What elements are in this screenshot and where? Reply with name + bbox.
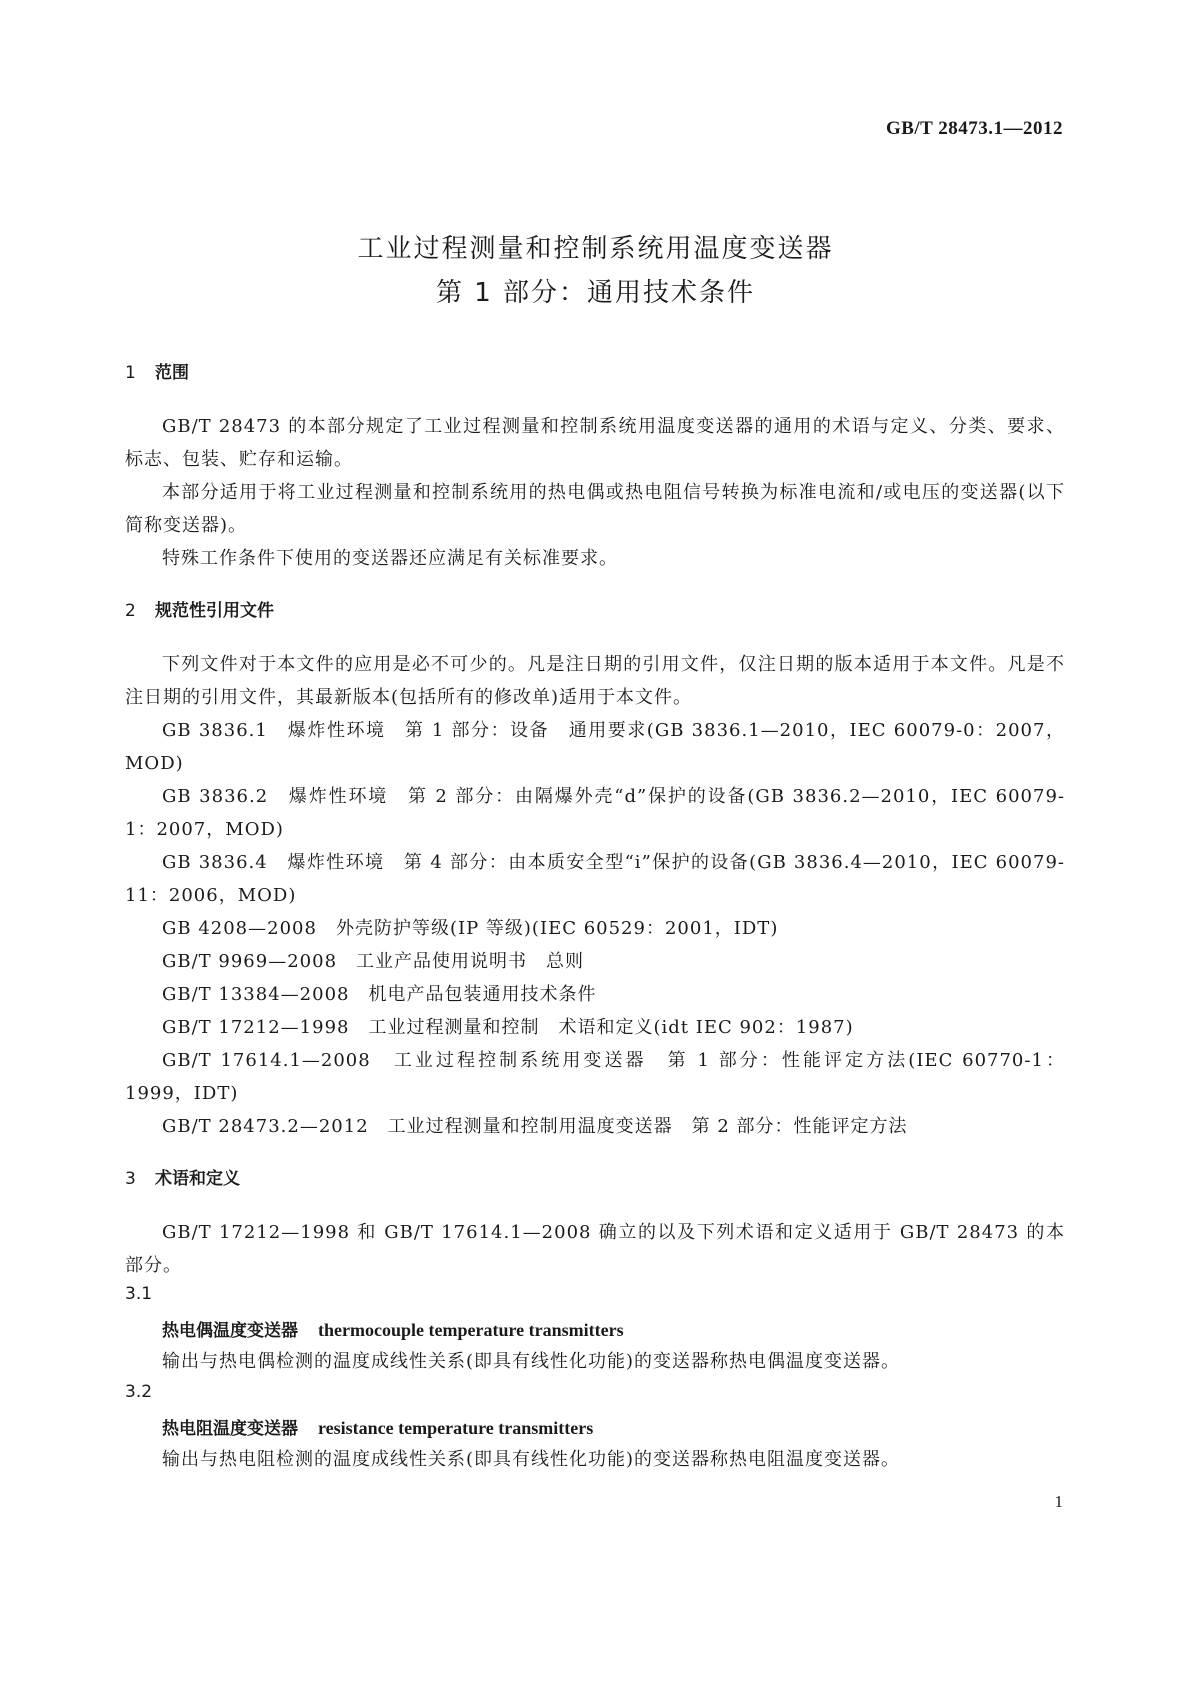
reference-item: GB/T 9969—2008 工业产品使用说明书 总则	[162, 951, 585, 972]
reference-item: GB/T 13384—2008 机电产品包装通用技术条件	[162, 984, 597, 1005]
term-en: thermocouple temperature transmitters	[318, 1320, 624, 1340]
section-heading-normative-refs	[125, 596, 274, 621]
section-title: 范围	[155, 363, 189, 383]
reference-item: GB 3836.1 爆炸性环境 第 1 部分：设备 通用要求(GB 3836.1—2010，IEC 60079-0：2007，MOD)	[125, 720, 1065, 774]
document-subtitle: 第 1 部分：通用技术条件	[435, 278, 756, 308]
paragraph: 本部分适用于将工业过程测量和控制系统用的热电偶或热电阻信号转换为标准电流和/或电压的变送器(以下简称变送器)。	[125, 482, 1065, 536]
section-number: 3	[125, 1169, 136, 1189]
term-definition: 输出与热电偶检测的温度成线性关系(即具有线性化功能)的变送器称热电偶温度变送器。	[162, 1351, 901, 1372]
page-number: 1	[1054, 1492, 1063, 1511]
term-title	[162, 1316, 624, 1341]
reference-item: GB/T 17212—1998 工业过程测量和控制 术语和定义(idt IEC 902：1987)	[162, 1017, 854, 1038]
term-title	[162, 1414, 593, 1439]
reference-item: GB/T 28473.2—2012 工业过程测量和控制用温度变送器 第 2 部分：性能评定方法	[162, 1116, 908, 1137]
standard-code: GB/T 28473.1—2012	[885, 118, 1063, 139]
term-number: 3.1	[125, 1284, 153, 1304]
term-en: resistance temperature transmitters	[318, 1418, 594, 1438]
term-number: 3.2	[125, 1382, 153, 1402]
section-heading-terms	[125, 1164, 240, 1189]
term-zh: 热电阻温度变送器	[162, 1419, 298, 1439]
reference-item: GB 3836.2 爆炸性环境 第 2 部分：由隔爆外壳“d”保护的设备(GB 3836.2—2010，IEC 60079-1：2007，MOD)	[125, 786, 1065, 840]
section-title: 术语和定义	[155, 1169, 240, 1189]
term-zh: 热电偶温度变送器	[162, 1321, 298, 1341]
reference-item: GB 4208—2008 外壳防护等级(IP 等级)(IEC 60529：2001，IDT)	[162, 918, 779, 939]
section-title: 规范性引用文件	[155, 601, 274, 621]
reference-item: GB 3836.4 爆炸性环境 第 4 部分：由本质安全型“i”保护的设备(GB 3836.4—2010，IEC 60079-11：2006，MOD)	[125, 852, 1065, 906]
paragraph: GB/T 17212—1998 和 GB/T 17614.1—2008 确立的以及下列术语和定义适用于 GB/T 28473 的本部分。	[125, 1222, 1065, 1276]
section-heading-scope	[125, 358, 189, 383]
document-title: 工业过程测量和控制系统用温度变送器	[357, 234, 834, 264]
section-number: 1	[125, 363, 136, 383]
section-number: 2	[125, 601, 136, 621]
term-definition: 输出与热电阻检测的温度成线性关系(即具有线性化功能)的变送器称热电阻温度变送器。	[162, 1449, 901, 1470]
paragraph: 下列文件对于本文件的应用是必不可少的。凡是注日期的引用文件，仅注日期的版本适用于本文件。凡是不注日期的引用文件，其最新版本(包括所有的修改单)适用于本文件。	[125, 654, 1065, 708]
paragraph: GB/T 28473 的本部分规定了工业过程测量和控制系统用温度变送器的通用的术语与定义、分类、要求、标志、包装、贮存和运输。	[125, 416, 1065, 470]
reference-item: GB/T 17614.1—2008 工业过程控制系统用变送器 第 1 部分：性能评定方法(IEC 60770-1：1999，IDT)	[125, 1050, 1065, 1104]
paragraph: 特殊工作条件下使用的变送器还应满足有关标准要求。	[162, 548, 618, 569]
